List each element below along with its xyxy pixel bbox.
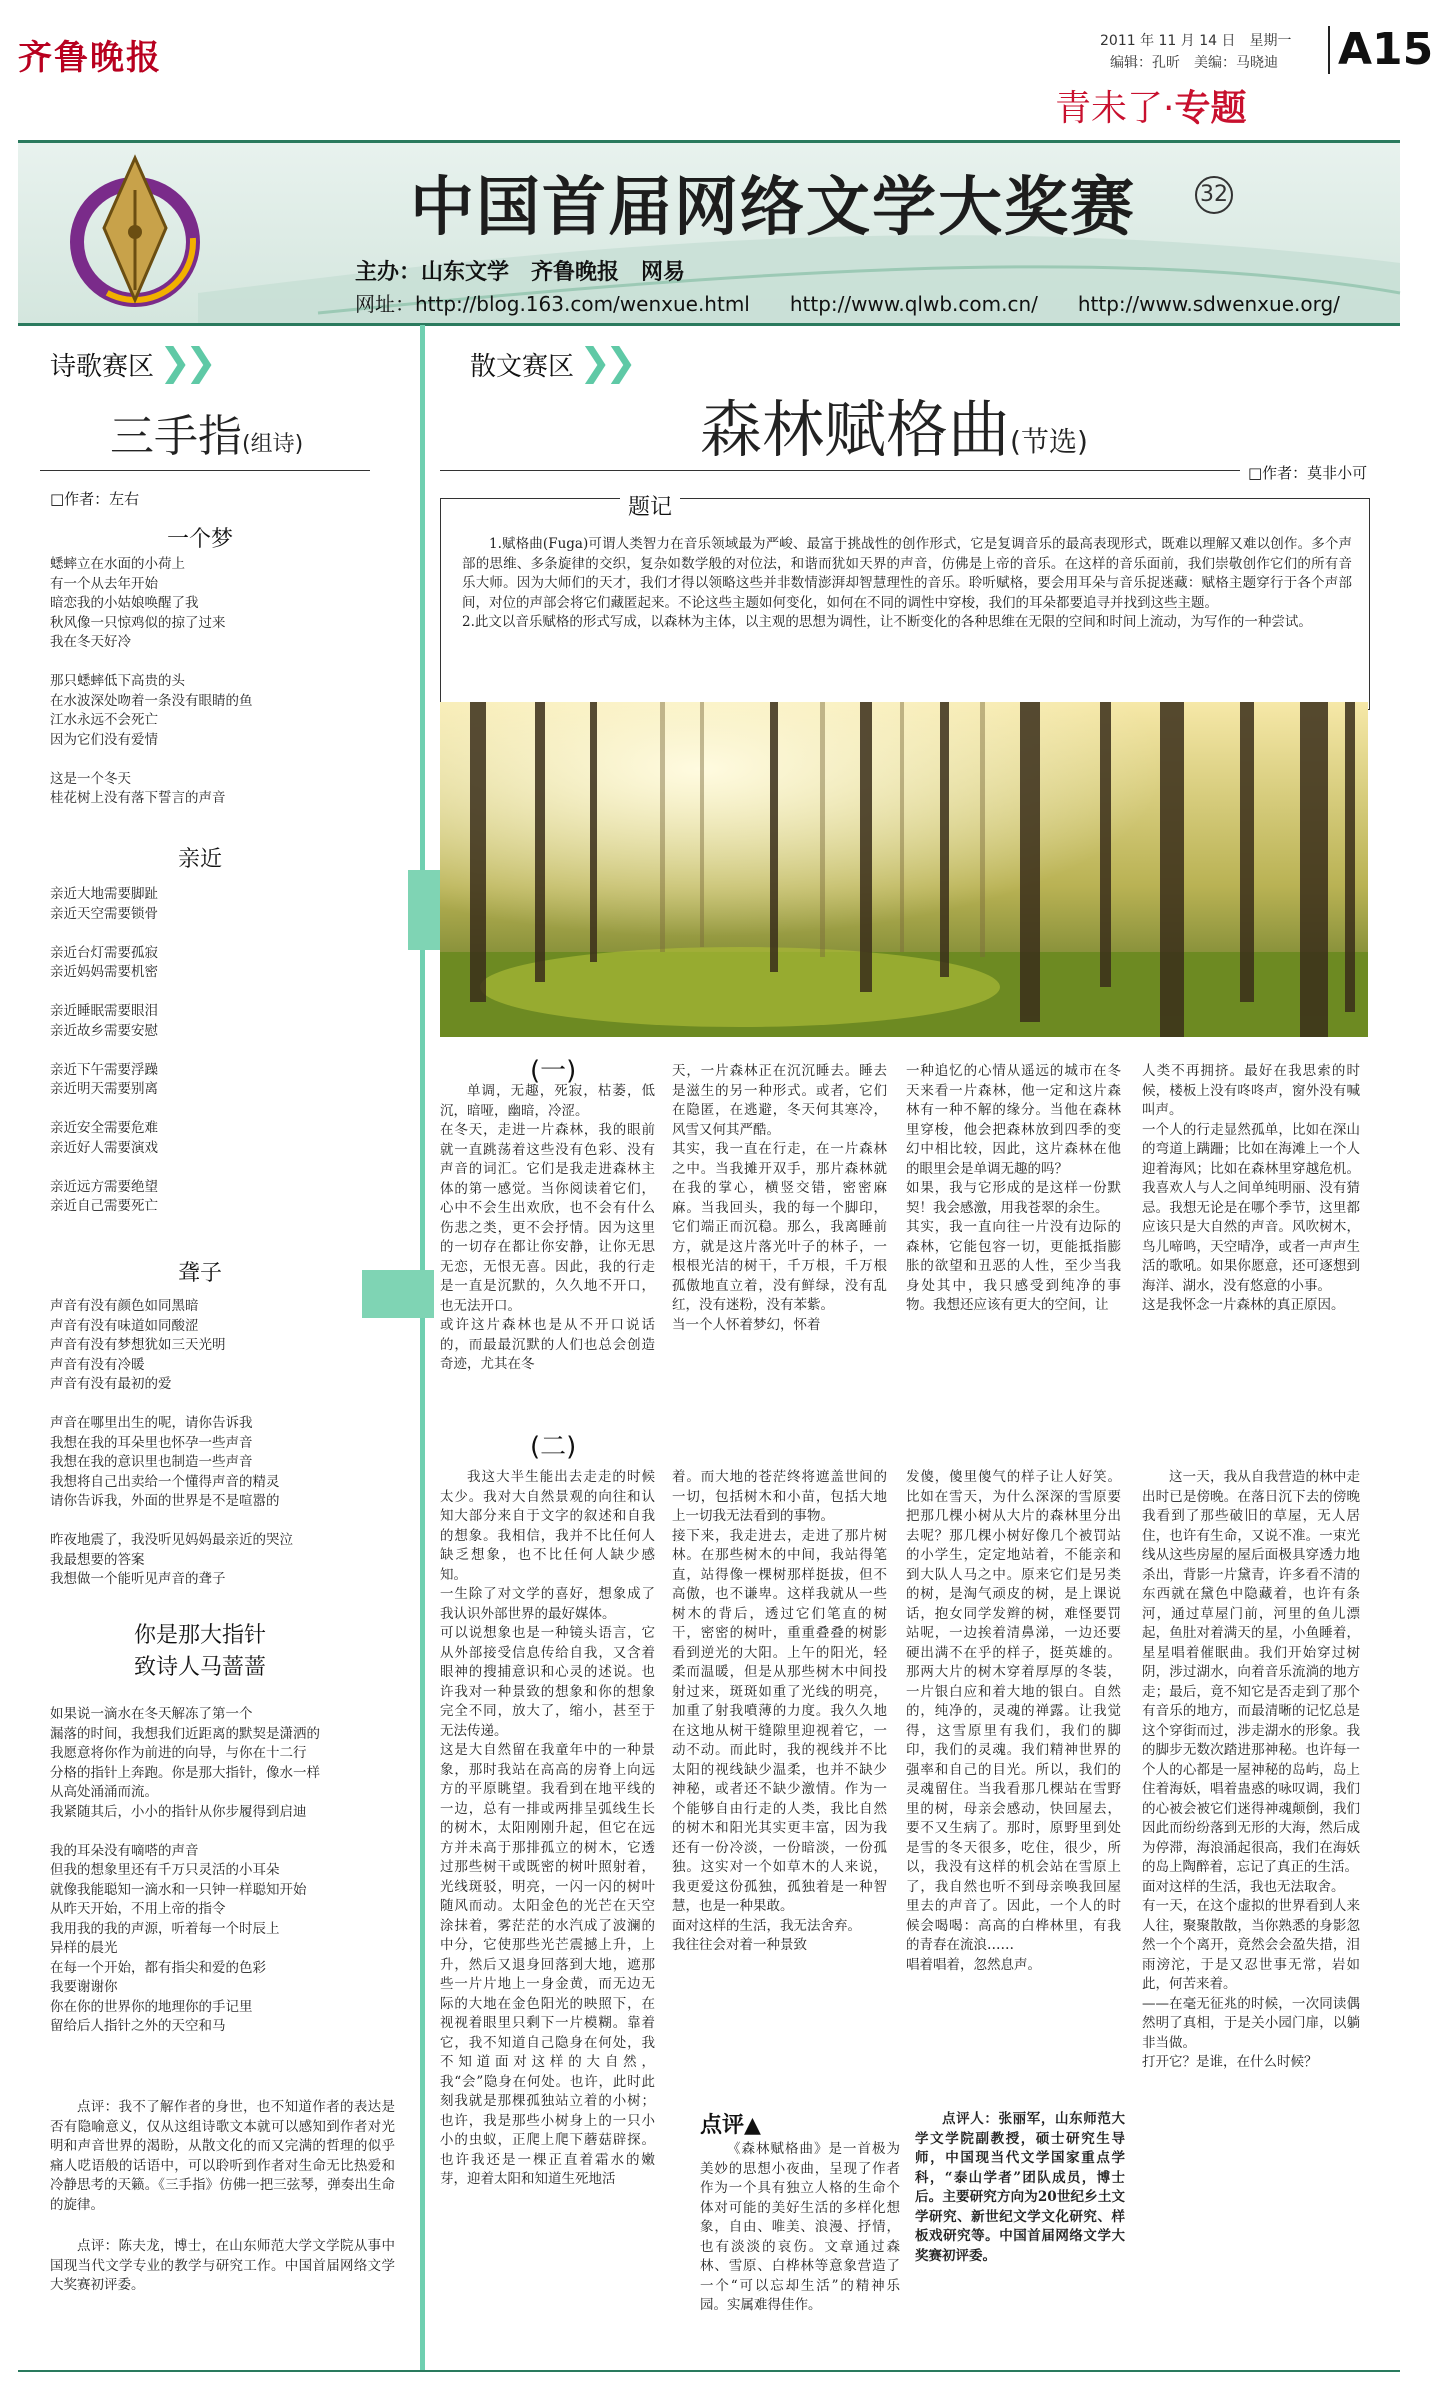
tree-trunk	[590, 702, 597, 962]
chevron-right-icon: ❯❯	[159, 340, 211, 384]
poetry-zone-header	[50, 340, 211, 384]
forest-photo	[440, 702, 1368, 1037]
poem-section-text: 声音有没有颜色如同黑暗 声音有没有味道如同酸涩 声音有没有梦想犹如三天光明 声音有没有冷暖 声音有没有最初的爱 声音在哪里出生的呢，请你告诉我 我想在我的耳朵里也怀孕一些声音 我想在我的意识里也制造一些声音 我想将自己出卖给一个懂得声音的精灵 请你告诉我，外面的世界是不是喧嚣的 昨夜地震了，我没听见妈妈最亲近的哭泣 我最想要的答案 我想做一个能听见声音的聋子	[50, 1298, 293, 1587]
prose-column: 我这大半生能出去走走的时候太少。我对大自然景观的向往和认知大部分来自于文字的叙述和自我的想象。我相信，我并不比任何人缺乏想象，也不比任何人缺少感知。 一生除了对文学的喜好，想象成了我认识外部世界的最好媒体。 可以说想象也是一种镜头语言，它从外部接受信息传给自我，又含着眼神的搜捕意识和心灵的述说。也许我对一种景致的想象和你的想象完全不同，放大了，缩小，甚至于无法传递。 这是大自然留在我童年中的一种景象，那时我站在高高的房脊上向远方的平原眺望。我看到在地平线的一边，总有一排或两排呈弧线生长的树木，太阳刚刚升起，但它在远方并未高于那排孤立的树木，它透过那些树干或既密的树叶照射着，光线斑驳，明亮，一闪一闪的树叶随风而动。太阳金色的光芒在天空涂抹着，雾茫茫的水汽成了波澜的中分，它使那些光芒震撼上升，上升，然后又退身回落到大地，遮那些一片片地上一身金黄，而无边无际的大地在金色阳光的映照下，在视视着眼里只剩下一片模糊。靠着它，我不知道自己隐身在何处，我不知道面对这样的大自然，我“会”隐身在何处。也许，此时此刻我就是那棵孤独站立着的小树；也许，我是那些小树身上的一只小小的虫蚁，正爬上爬下蘑菇辟探。也许我还是一棵正直着霜水的嫩芽，迎着太阳和知道生死地活	[440, 1469, 655, 2187]
tree-trunk-far	[660, 702, 665, 952]
tree-trunk	[1020, 702, 1040, 1022]
prose-title-rule	[440, 470, 1240, 471]
poem-title-note: (组诗)	[242, 432, 304, 457]
issue-date: 2011 年 11 月 14 日 星期一	[1100, 33, 1292, 49]
poem-section-title: 你是那大指针 致诗人马蔷蔷	[133, 1623, 266, 1680]
foreword-title: 题记	[620, 490, 680, 521]
poetry-zone-label: 诗歌赛区	[50, 352, 155, 382]
tree-trunk	[1160, 702, 1184, 1037]
poem-section-title: 一个梦	[166, 527, 233, 552]
tree-trunk	[1300, 702, 1328, 1037]
reviewer-bio: 点评人：张丽军，山东师范大学文学院副教授，硕士研究生导师，中国现当代文学国家重点学科，“泰山学者”团队成员，博士后。主要研究方向为20世纪乡土文学研究、新世纪文学文化研究、样板戏研究等。中国首届网络文学大奖赛初评委。	[915, 2111, 1125, 2264]
section-name-prefix: 青未了·	[1055, 88, 1175, 129]
editors-credit: 编辑：孔昕 美编：马晓迪	[1110, 55, 1278, 71]
prose-column: 这一天，我从自我营造的林中走出时已是傍晚。在落日沉下去的傍晚我看到了那些破旧的草屋，无人居住，也许有生命，又说不准。一束光线从这些房屋的屋后面极具穿透力地杀出，背影一片黛青，许多看不清的东西就在黛色中隐藏着，也许有条河，通过草屋门前，河里的鱼儿漂起，鱼肚对着满天的星，小鱼睡着，星星唱着催眠曲。我们开始穿过树阴，涉过湖水，向着音乐流淌的地方走；最后，竟不知它是否走到了那个有音乐的地方，而最清晰的记忆总是这个穿街而过，涉走湖水的形象。我的脚步无数次踏进那神秘。也许每一个人的心都是一屋神秘的岛屿，岛上住着海妖，唱着蛊惑的咏叹调，我们的心被会被它们迷得神魂颠倒，我们因此而纷纷落到无形的大海，然后成为停滞，海浪涌起很高，我们在海妖的岛上陶醉着，忘记了真正的生活。 面对这样的生活，我也无法取舍。 有一天，在这个虚拟的世界看到人来人往，聚聚散散，当你熟悉的身影忽然一个个离开，竟然会会盈失措，泪雨滂沱，于是又忍世事无常，岩如此，何苦来着。 ——在毫无征兆的时候，一次同读偶然明了真相，于是关小园门扉，以躺非当做。 打开它？是谁，在什么时候？	[1142, 1469, 1360, 2070]
tree-trunk	[1100, 702, 1111, 987]
tree-trunk	[940, 702, 949, 977]
poetry-comment: 点评：我不了解作者的身世，也不知道作者的表达是否有隐喻意义，仅从这组诗歌文本就可以感知到作者对光明和声音世界的渴盼，从散文化的而又完满的哲理的似乎痛人呓语般的话语中，可以聆听到作者对生命无比热爱和冷静思考的天籁。《三手指》仿佛一把三弦琴，弹奏出生命的旋律。	[50, 2099, 395, 2213]
prose-title-text: 森林赋格曲	[700, 393, 1011, 466]
column-divider	[420, 325, 425, 2370]
chevron-right-icon: ❯❯	[579, 340, 631, 384]
forest-floor-glow	[480, 947, 1000, 1027]
prose-column: 发傻，傻里傻气的样子让人好笑。比如在雪天，为什么深深的雪原要把那几棵小树从大片的森林里分出去呢？那几棵小树好像几个被罚站的小学生，定定地站着，不能亲和到大队人马之中。原来它们是另类的树，是淘气顽皮的树，是上课说话，抱女同学发辫的树，难怪要罚站呢，一边挨着清鼻涕，一边还要硬出满不在乎的样子，挺英雄的。那两大片的树木穿着厚厚的冬装，一片银白应和着大地的银白。自然的，纯净的，灵魂的禅露。让我觉得，这雪原里有我们，我们的脚印，我们的灵魂。我们精神世界的强率和自己的目光。所以，我们的灵魂留住。当我看那几棵站在雪野里的树，母亲会感动，快回屋去，要不又生病了。那时，原野里到处是雪的冬天很多，吃住，很少，所以，我没有这样的机会站在雪原上了，我自然也听不到母亲唤我回屋里去的声音了。因此，一个人的时候会喝喝：高高的白桦林里，有我的青春在流浪…… 唱着唱着，忽然息声。	[906, 1469, 1121, 1973]
prose-zone-label: 散文赛区	[470, 352, 575, 382]
poetry-comment-author: 点评：陈夫龙，博士，在山东师范大学文学院从事中国现当代文学专业的教学与研究工作。中国首届网络文学大奖赛初评委。	[50, 2238, 395, 2293]
prose-author: □作者：莫非小可	[1248, 464, 1368, 482]
tree-trunk	[535, 702, 545, 982]
tree-trunk	[770, 702, 778, 972]
sponsors: 主办：山东文学 齐鲁晚报 网易	[355, 260, 686, 285]
tree-trunk-far	[820, 702, 825, 957]
tree-trunk-far	[980, 702, 985, 957]
series-number: 32	[1195, 176, 1233, 214]
page-number: A15	[1328, 26, 1433, 74]
section-name	[1055, 80, 1246, 131]
tree-trunk	[470, 702, 486, 1002]
prose-column: 人类不再拥挤。最好在我思索的时候，楼板上没有咚咚声，窗外没有喊叫声。 一个人的行走显然孤单，比如在深山的弯道上蹒跚；比如在海滩上一个人迎着海风；比如在森林里穿越危机。我喜欢人与人之间单纯明丽、没有猜忌。我想无论是在哪个季节，这里都应该只是大自然的声音。风吹树木，鸟儿啼鸣，天空晴净，或者一声声生活的歌吼。如果你愿意，还可逐想到海洋、湖水，没有悠意的小事。 这是我怀念一片森林的真正原因。	[1142, 1063, 1360, 1313]
poem-section-text: 蟋蟀立在水面的小荷上 有一个从去年开始 暗恋我的小姑娘唤醒了我 秋风像一只惊鸡似的掠了过来 我在冬天好冷 那只蟋蟀低下高贵的头 在水波深处吻着一条没有眼睛的鱼 江水永远不会死亡 因为它们没有爱情 这是一个冬天 桂花树上没有落下誓言的声音	[50, 556, 253, 806]
prose-column: 一种追忆的心情从遥远的城市在冬天来看一片森林，他一定和这片森林有一种不解的缘分。当他在森林里穿梭，他会把森林放到四季的变幻中相比较，因此，这片森林在他的眼里会是单调无趣的吗？ 如果，我与它形成的是这样一份默契！我会感激，用我苍翠的余生。 其实，我一直向往一片没有边际的森林，它能包容一切，更能抵指膨胀的欲望和丑恶的人性，至少当我身处其中，我只感受到纯净的事物。我想还应该有更大的空间，让	[906, 1063, 1121, 1313]
prose-column: 天，一片森林正在沉沉睡去。睡去是滋生的另一种形式。或者，它们在隐匿，在逃避，冬天何其寒冷，风雪又何其严酷。 其实，我一直在行走，在一片森林之中。当我摊开双手，那片森林就在我的掌心，横竖交错，密密麻麻。当我回头，我的每一个脚印，它们端正而沉稳。那么，我离睡前方，就是这片落光叶子的林子，一根根光洁的树干，千万根，千万根孤傲地直立着，没有鲜绿，没有乱红，没有迷粉，没有苯紫。 当一个人怀着梦幻，怀着	[672, 1063, 887, 1333]
poem-section-title: 聋子	[177, 1261, 222, 1286]
tree-trunk	[1345, 702, 1355, 1012]
forest-image	[440, 702, 1368, 1037]
poem-section-text: 亲近大地需要脚趾 亲近天空需要锁骨 亲近台灯需要孤寂 亲近妈妈需要机密 亲近睡眠需要眼泪 亲近故乡需要安慰 亲近下午需要浮躁 亲近明天需要别离 亲近安全需要危难 亲近好人需要演戏 亲近远方需要绝望 亲近自己需要死亡	[50, 886, 158, 1214]
divider-accent	[408, 870, 444, 950]
poem-title-text: 三手指	[110, 411, 242, 462]
poem-section-title: 亲近	[177, 847, 222, 872]
poem-author: □作者：左右	[50, 490, 140, 508]
prose-column: 单调，无趣，死寂，枯萎，低沉，暗哑，幽暗，冷涩。 在冬天，走进一片森林，我的眼前就一直跳荡着这些没有色彩、没有声音的词汇。它们是我走进森林主体的第一感觉。当你阅读着它们，心中不会生出欢欣，也不会有什么伤悲之类，更不会抒情。因为这里的一切存在都让你安静，让你无思无恋，无恨无喜。因此，我的行走是一直是沉默的，久久地不开口，也无法开口。 或许这片森林也是从不开口说话的，而最最沉默的人们也总会创造奇迹，尤其在冬	[440, 1083, 655, 1372]
foreword-text: 1.赋格曲(Fuga)可谓人类智力在音乐领域最为严峻、最富于挑战性的创作形式，它是复调音乐的最高表现形式，既难以理解又难以创作。多个声部的思维、多条旋律的交织，复杂如数学般的对位法，和谐而犹如天界的声音，仿佛是上帝的音乐。在这样的音乐面前，我们崇敬创作它们的所有音乐大师。因为大师们的天才，我们才得以领略这些并非数情澎湃却智慧理性的音乐。聆听赋格，要会用耳朵与音乐捉迷藏：赋格主题穿行于各个声部间，对位的声部会将它们藏匿起来。不论这些主题如何变化，如何在不同的调性中穿梭，我们的耳朵都要追寻并找到这些主题。 2.此文以音乐赋格的形式写成，以森林为主体，以主观的思想为调性，让不断变化的各种思维在无限的空间和时间上流动，为写作的一种尝试。	[462, 536, 1352, 630]
tree-trunk	[1240, 702, 1254, 1002]
bottom-rule	[18, 2370, 1400, 2372]
poem-section-text: 如果说一滴水在冬天解冻了第一个 漏落的时间，我想我们近距离的默契是潇洒的 我愿意将你作为前进的向导，与你在十二行 分格的指针上奔跑。你是那大指针，像水一样 从高处涌涌而流。 我紧随其后，小小的指针从你步履得到启迪 我的耳朵没有嘀嗒的声音 但我的想象里还有千万只灵活的小耳朵 就像我能聪知一滴水和一只钟一样聪知开始 从昨天开始，不用上帝的指令 我用我的我的声源，听着每一个时辰上 异样的晨光 在每一个开始，都有指尖和爱的色彩 我要谢谢你 你在你的世界你的地理你的手记里 留给后人指针之外的天空和马	[50, 1706, 320, 2034]
commentary-text: 《森林赋格曲》是一首极为美妙的思想小夜曲，呈现了作者作为一个具有独立人格的生命个体对可能的美好生活的多样化想象，自由、唯美、浪漫、抒情，也有淡淡的哀伤。文章通过森林、雪原、白桦林等意象营造了一个“可以忘却生活”的精神乐园。实属难得佳作。	[700, 2141, 900, 2313]
tree-trunk-far	[700, 702, 704, 947]
prose-zone-header	[470, 340, 631, 384]
tree-trunk-far	[900, 702, 904, 952]
prose-title-note: (节选)	[1010, 425, 1088, 458]
contest-urls: 网址：http://blog.163.com/wenxue.html http://www.qlwb.com.cn/ http://www.sdwenxue.org/	[355, 292, 1340, 316]
prose-column: 着。而大地的苍茫终将遮盖世间的一切，包括树木和小苗，包括大地上一切我无法看到的事物。 接下来，我走进去，走进了那片树林。在那些树木的中间，我站得笔直，站得像一棵树那样挺拔，但不高傲，也不谦卑。这样我就从一些树木的背后，透过它们笔直的树干，密密的树叶，重重叠叠的树影看到逆光的大阳。上午的阳光，轻柔而温暖，但是从那些树木中间投射过来，斑斑如重了光线的明亮，加重了射我噴薄的力度。我久久地在这地从树干缝隙里迎视着它，一动不动。而此时，我的视线并不比太阳的视线缺少温柔，也并不缺少神秘，或者还不缺少激情。作为一个能够自由行走的人类，我比自然的树木和阳光其实更丰富，因为我还有一份冷淡，一份暗淡，一份孤独。这实对一个如草木的人来说，我更爱这份孤独，孤独着是一种智慧，也是一种果敢。 面对这样的生活，我无法舍弃。 我往往会对着一种景致	[672, 1469, 887, 1953]
poem-title-rule	[40, 470, 370, 471]
prose-title	[700, 380, 1088, 469]
newspaper-logo: 齐鲁晚报	[18, 38, 162, 78]
pen-nib-logo-icon	[40, 150, 230, 315]
contest-title: 中国首届网络文学大奖赛	[410, 171, 1136, 245]
part-heading: (二)	[530, 1432, 577, 1462]
tree-trunk	[860, 702, 872, 992]
commentary-heading: 点评▲	[700, 2113, 761, 2138]
section-name-strong: 专题	[1174, 88, 1247, 129]
part-heading: (一)	[530, 1056, 577, 1086]
poem-title	[110, 400, 303, 464]
